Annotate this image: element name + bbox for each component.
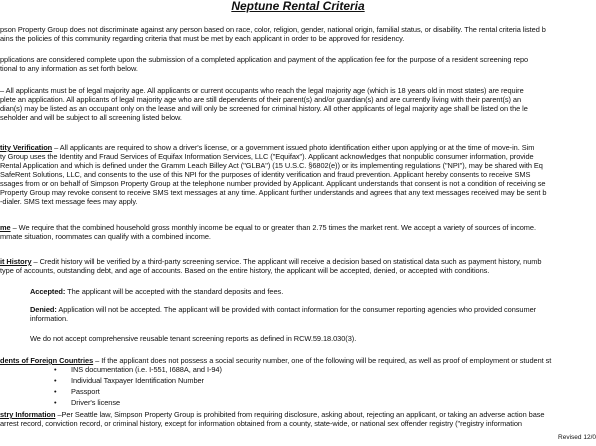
criminal-heading: stry Information [0, 410, 56, 419]
identity-line-1: tity Verification – All applicants are required to show a driver's license, or a government issued photo identification either upon applying or at the time of move-in. Sim [0, 143, 535, 152]
accepted-label: Accepted: [30, 287, 66, 296]
age-line-3: dian(s) may be listed as an occupant only on the lease and will only be screened for criminal history. All other applicants of legal majority age shall be listed on the le [0, 104, 528, 113]
bullet-icon: • [54, 387, 57, 396]
income-heading: me [0, 223, 11, 232]
foreign-item-2: Individual Taxpayer Identification Number [71, 376, 204, 385]
income-line-1: me – We require that the combined household gross monthly income be equal to or greater than 2.75 times the market rent. We accept a variety of sources of income. [0, 223, 536, 232]
foreign-line: dents of Foreign Countries – If the applicant does not possess a social security number, one of the following will be required, as well as proof of employment or student st [0, 356, 552, 365]
denied-label: Denied: [30, 305, 57, 314]
age-line-2: plete an application. All applicants of legal majority age who are still dependents of their parent(s) and/or guardian(s) and are currently living with their parent(s) an [0, 95, 522, 104]
revision-footer: Revised 12/0 [558, 434, 596, 441]
age-line-4: seholder and will be subject to all screening listed below. [0, 113, 182, 122]
identity-line-5: ssages from or on behalf of Simpson Property Group at the telephone number provided by Applicant. Applicant understands that consent is not a condition of receiving se [0, 179, 546, 188]
credit-heading: it History [0, 257, 32, 266]
identity-line-6: Property Group may revoke consent to receive SMS text messages at any time. Applicant further understands and agrees that any text messages received may be sent b [0, 188, 547, 197]
applications-line-2: tional to any information as set forth below. [0, 64, 138, 73]
credit-denied-1: Denied: Application will not be accepted. The applicant will be provided with contact information for the consumer reporting agencies who provided consumer [30, 305, 537, 314]
identity-heading: tity Verification [0, 143, 53, 152]
identity-line-7: -dialer. SMS text message fees may apply. [0, 197, 138, 206]
identity-line-2: ty Group uses the Identity and Fraud Services of Equifax Information Services, LLC ("Equifax"). Applicant acknowledges that nonpublic consumer information, provide [0, 152, 534, 161]
credit-line-1: it History – Credit history will be verified by a third-party screening service. The applicant will receive a decision based on statistical data such as payment history, numb [0, 257, 542, 266]
applications-line-1: pplications are considered complete upon the submission of a completed application and payment of the application fee for the purpose of a resident screening repo [0, 55, 529, 64]
credit-line-2: type of accounts, outstanding debt, and age of accounts. Based on the entire history, the applicant will be accepted, denied, or accepted with conditions. [0, 266, 490, 275]
foreign-item-3: Passport [71, 387, 100, 396]
bullet-icon: • [54, 376, 57, 385]
bullet-icon: • [54, 398, 57, 407]
income-line-2: mmate situation, roommates can qualify with a combined income. [0, 232, 211, 241]
credit-reusable-note: We do not accept comprehensive reusable tenant screening reports as defined in RCW.59.18.030(3). [30, 334, 357, 343]
foreign-item-1: INS documentation (i.e. I-551, I688A, and I-94) [71, 365, 222, 374]
criminal-line-1: stry Information –Per Seattle law, Simpson Property Group is prohibited from requiring disclosure, asking about, rejecting an applicant, or taking an adverse action base [0, 410, 545, 419]
identity-line-4: SafeRent Solutions, LLC, and consents to the use of this NPI for the purposes of identity verification and fraud prevention. Applicant hereby consents to receive SMS [0, 170, 531, 179]
bullet-icon: • [54, 365, 57, 374]
foreign-heading: dents of Foreign Countries [0, 356, 94, 365]
intro-line-2: ains the policies of this community regarding criteria that must be met by each applicant in order to be approved for residency. [0, 34, 405, 43]
intro-line-1: pson Property Group does not discriminate against any person based on race, color, religion, gender, national origin, familial status, or disability. The rental criteria listed b [0, 25, 546, 34]
identity-line-3: Rental Application and which is defined under the Gramm Leach Billey Act ("GLBA") (15 U.S.C. §6802(e)) or its implementing regulations ("NPI"), may be shared with Eq [0, 161, 543, 170]
credit-accepted: Accepted: The applicant will be accepted with the standard deposits and fees. [30, 287, 284, 296]
foreign-item-4: Driver's license [71, 398, 121, 407]
age-line-1: – All applicants must be of legal majority age. All applicants or current occupants who reach the legal majority age (which is 18 years old in most states) are require [0, 86, 524, 95]
credit-denied-2: information. [30, 314, 69, 323]
criminal-line-2: arrest record, conviction record, or criminal history, except for information obtained from a county, state-wide, or national sex offender registry ("registry information [0, 419, 522, 428]
page-title: Neptune Rental Criteria [231, 0, 365, 13]
